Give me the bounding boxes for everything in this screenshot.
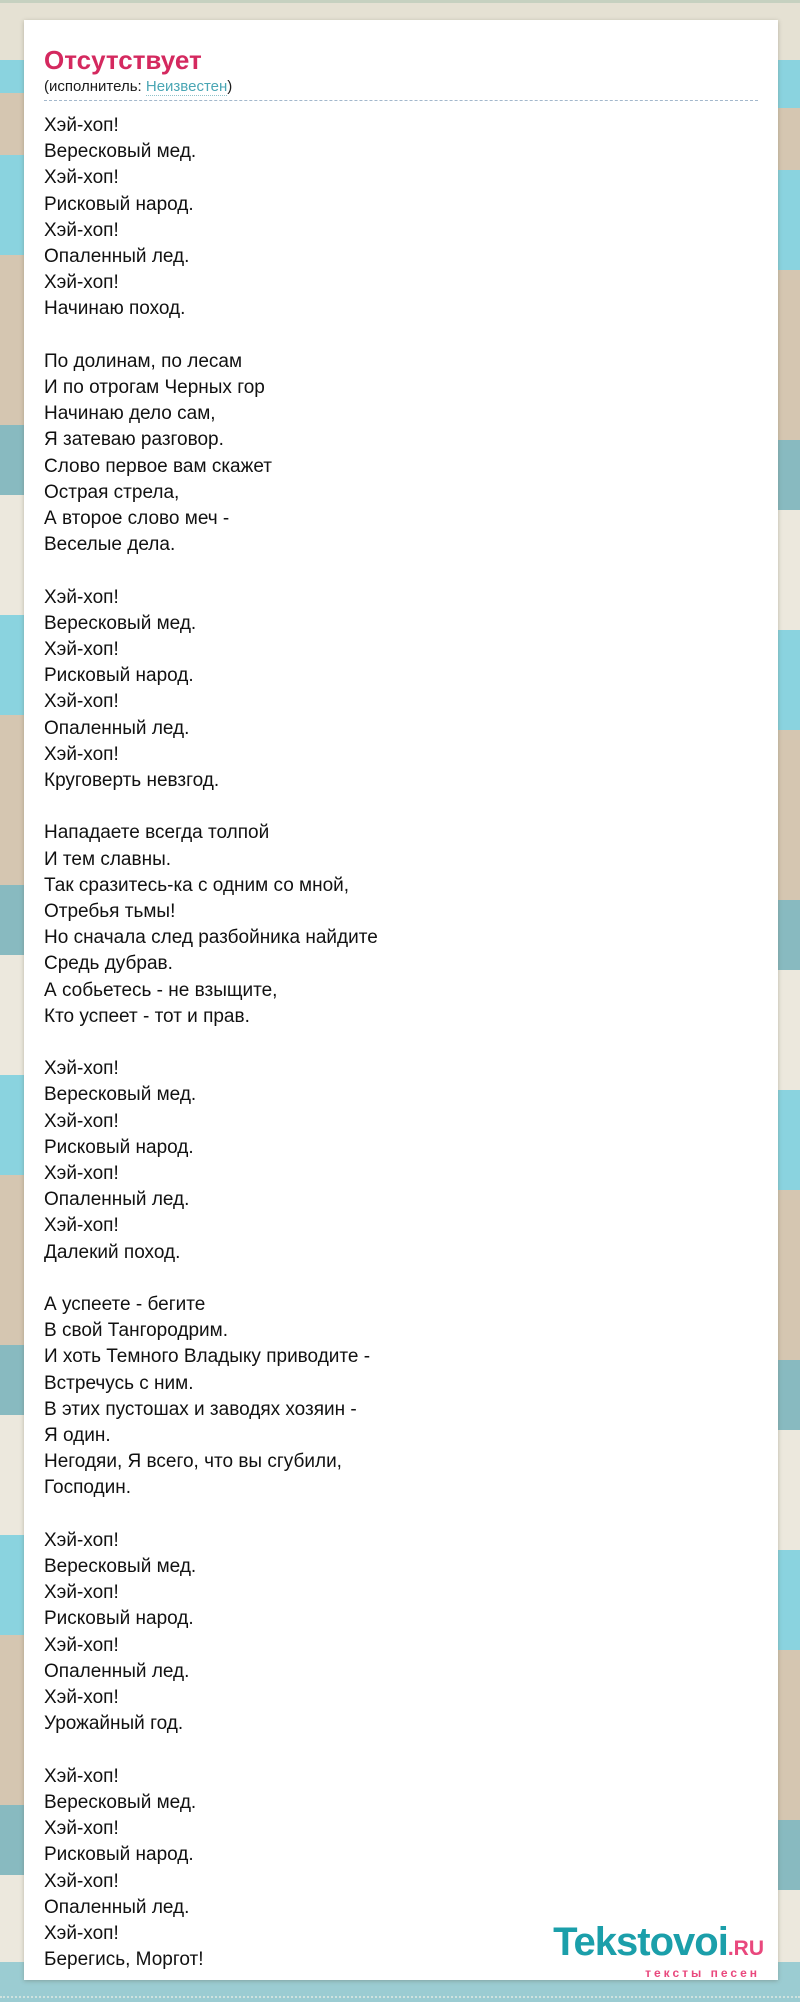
lyrics-text <box>44 113 758 1973</box>
content-panel <box>24 20 778 1980</box>
lyric-line: Далекий поход. <box>44 1241 181 1263</box>
lyric-line: Хэй-хоп! <box>44 1058 119 1080</box>
lyric-line: Хэй-хоп! <box>44 691 119 713</box>
artist-link[interactable]: Неизвестен <box>145 78 228 95</box>
lyric-line: Опаленный лед. <box>44 1896 190 1918</box>
lyric-line: Веселые дела. <box>44 534 176 556</box>
lyric-line: Вересковый мед. <box>44 612 197 634</box>
lyric-line: В этих пустошах и заводях хозяин - <box>44 1398 357 1420</box>
lyric-line: Вересковый мед. <box>44 1791 197 1813</box>
lyric-line: Кто успеет - тот и прав. <box>44 1005 250 1027</box>
lyric-line: Вересковый мед. <box>44 1084 197 1106</box>
lyric-line: Начинаю поход. <box>44 298 186 320</box>
lyric-line: А собьетесь - не взыщите, <box>44 979 278 1001</box>
lyric-line: И тем славны. <box>44 848 172 870</box>
left-stripe-background <box>0 0 24 2002</box>
stanza <box>44 1292 758 1502</box>
stanza <box>44 1528 758 1738</box>
lyric-line: Рисковый народ. <box>44 1136 194 1158</box>
site-logo-brand: Tekstovoi <box>553 1920 728 1964</box>
lyric-line: Хэй-хоп! <box>44 639 119 661</box>
lyric-line: Хэй-хоп! <box>44 1582 119 1604</box>
site-logo-wordmark <box>553 1920 764 1970</box>
lyric-line: По долинам, по лесам <box>44 350 243 372</box>
lyric-line: Урожайный год. <box>44 1713 184 1735</box>
lyric-line: Я один. <box>44 1425 111 1447</box>
lyric-line: Встречусь с ним. <box>44 1372 194 1394</box>
lyric-line: Нападаете всегда толпой <box>44 822 270 844</box>
lyric-line: В свой Тангородрим. <box>44 1320 229 1342</box>
stanza <box>44 1056 758 1266</box>
lyric-line: А успеете - бегите <box>44 1294 206 1316</box>
site-logo-tld: .RU <box>727 1937 764 1960</box>
song-title: Отсутствует <box>44 45 202 75</box>
lyric-line: Рисковый народ. <box>44 1608 194 1630</box>
lyric-line: И по отрогам Черных гор <box>44 377 265 399</box>
stanza <box>44 820 758 1030</box>
lyric-line: Средь дубрав. <box>44 953 173 975</box>
lyric-line: Хэй-хоп! <box>44 1110 119 1132</box>
stanza <box>44 585 758 795</box>
lyric-line: Хэй-хоп! <box>44 743 119 765</box>
stanza <box>44 113 758 323</box>
lyric-line: Опаленный лед. <box>44 1660 190 1682</box>
lyric-line: Рисковый народ. <box>44 665 194 687</box>
lyric-line: И хоть Темного Владыку приводите - <box>44 1346 371 1368</box>
footer-dotted-line <box>0 1996 800 1998</box>
artist-prefix: (исполнитель: <box>44 78 146 95</box>
lyric-line: Опаленный лед. <box>44 246 190 268</box>
lyric-line: Хэй-хоп! <box>44 1634 119 1656</box>
lyric-line: Хэй-хоп! <box>44 1215 119 1237</box>
artist-line <box>44 78 758 101</box>
lyric-line: Рисковый народ. <box>44 193 194 215</box>
site-logo-tagline: тексты песен <box>645 1966 760 1980</box>
lyric-line: Господин. <box>44 1477 131 1499</box>
lyric-line: А второе слово меч - <box>44 508 230 530</box>
lyric-line: Начинаю дело сам, <box>44 403 216 425</box>
lyric-line: Негодяи, Я всего, что вы сгубили, <box>44 1451 342 1473</box>
lyric-line: Хэй-хоп! <box>44 167 119 189</box>
right-stripe-background <box>778 0 800 2002</box>
lyric-line: Слово первое вам скажет <box>44 455 272 477</box>
lyric-line: Так сразитесь-ка с одним со мной, <box>44 874 350 896</box>
lyric-line: Но сначала след разбойника найдите <box>44 927 378 949</box>
lyric-line: Хэй-хоп! <box>44 1163 119 1185</box>
artist-suffix: ) <box>227 78 233 95</box>
stanza <box>44 349 758 559</box>
lyric-line: Опаленный лед. <box>44 1189 190 1211</box>
lyric-line: Хэй-хоп! <box>44 1687 119 1709</box>
lyric-line: Круговерть невзгод. <box>44 770 220 792</box>
lyric-line: Хэй-хоп! <box>44 586 119 608</box>
lyric-line: Берегись, Моргот! <box>44 1949 204 1971</box>
lyric-line: Вересковый мед. <box>44 1556 197 1578</box>
lyric-line: Хэй-хоп! <box>44 1818 119 1840</box>
lyric-line: Хэй-хоп! <box>44 1765 119 1787</box>
lyric-line: Я затеваю разговор. <box>44 429 224 451</box>
lyric-line: Хэй-хоп! <box>44 115 119 136</box>
lyric-line: Рисковый народ. <box>44 1844 194 1866</box>
lyric-line: Хэй-хоп! <box>44 1529 119 1551</box>
lyric-line: Хэй-хоп! <box>44 1922 119 1944</box>
lyric-line: Опаленный лед. <box>44 717 190 739</box>
site-logo[interactable] <box>553 1920 764 1980</box>
lyric-line: Вересковый мед. <box>44 141 197 163</box>
lyric-line: Хэй-хоп! <box>44 1870 119 1892</box>
lyric-line: Хэй-хоп! <box>44 272 119 294</box>
lyric-line: Хэй-хоп! <box>44 219 119 241</box>
lyric-line: Острая стрела, <box>44 481 180 503</box>
lyric-line: Отребья тьмы! <box>44 901 176 923</box>
